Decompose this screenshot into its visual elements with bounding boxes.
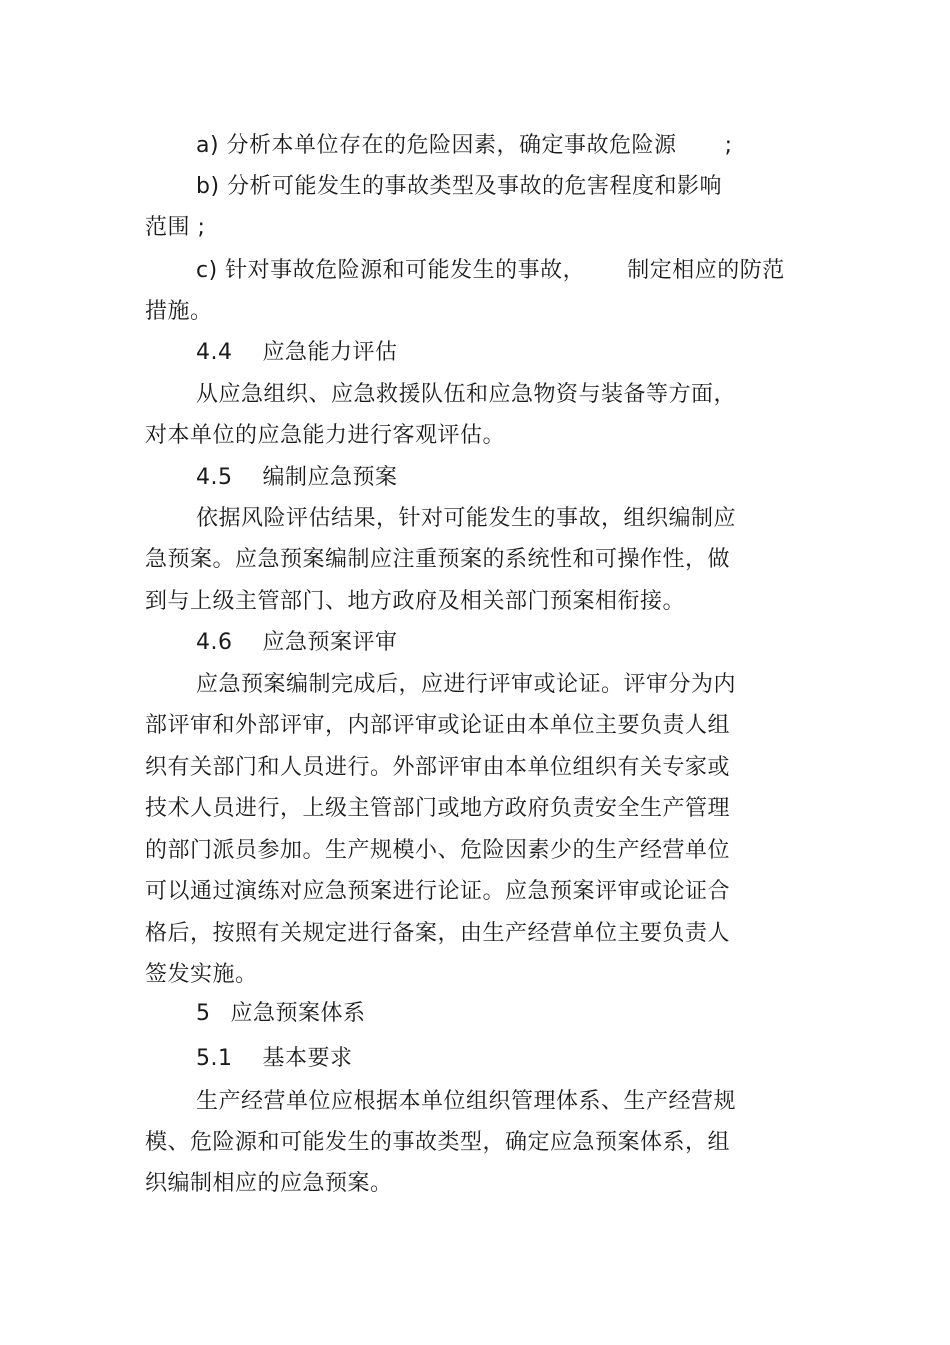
section-title: 编制应急预案 (262, 465, 398, 490)
paragraph-4-6-line-8: 签发实施。 (145, 962, 258, 987)
paragraph-4-6-line-7: 格后，按照有关规定进行备案，由生产经营单位主要负责人 (145, 921, 731, 946)
section-heading-5-1 (196, 1044, 353, 1074)
paragraph-4-4-line-1: 从应急组织、应急救援队伍和应急物资与装备等方面， (196, 382, 737, 407)
section-heading-5 (196, 999, 366, 1029)
list-item-a (196, 131, 732, 161)
section-title: 应急预案评审 (262, 630, 398, 655)
paragraph-4-6-line-3: 织有关部门和人员进行。外部评审由本单位组织有关专家或 (145, 755, 731, 780)
section-title: 应急能力评估 (262, 340, 398, 365)
paragraph-4-6-line-1: 应急预案编制完成后，应进行评审或论证。评审分为内 (196, 672, 737, 697)
paragraph-4-6-line-5: 的部门派员参加。生产规模小、危险因素少的生产经营单位 (145, 838, 731, 863)
list-item-c-line-1 (196, 256, 785, 286)
list-item-c-text: c) 针对事故危险源和可能发生的事故， (196, 258, 586, 283)
list-item-a-text: a) 分析本单位存在的危险因素，确定事故危险源 (196, 133, 677, 158)
paragraph-4-6-line-2: 部评审和外部评审，内部评审或论证由本单位主要负责人组 (145, 713, 731, 738)
paragraph-5-1-line-1: 生产经营单位应根据本单位组织管理体系、生产经营规 (196, 1089, 737, 1114)
paragraph-5-1-line-3: 织编制相应的应急预案。 (145, 1171, 393, 1196)
paragraph-4-6-line-6: 可以通过演练对应急预案进行论证。应急预案评审或论证合 (145, 879, 731, 904)
section-title: 应急预案体系 (230, 1001, 366, 1026)
paragraph-4-5-line-3: 到与上级主管部门、地方政府及相关部门预案相衔接。 (145, 589, 686, 614)
paragraph-4-6-line-4: 技术人员进行，上级主管部门或地方政府负责安全生产管理 (145, 796, 731, 821)
paragraph-4-5-line-2: 急预案。应急预案编制应注重预案的系统性和可操作性，做 (145, 547, 731, 572)
paragraph-4-5-line-1: 依据风险评估结果，针对可能发生的事故，组织编制应 (196, 506, 737, 531)
section-number: 5 (196, 1001, 211, 1026)
list-item-b-line-1: b) 分析可能发生的事故类型及事故的危害程度和影响 (196, 174, 723, 199)
section-number: 4.5 (196, 465, 233, 490)
list-item-c-tail: 制定相应的防范 (627, 258, 785, 283)
section-number: 4.6 (196, 630, 233, 655)
list-item-a-tail: ; (724, 133, 733, 158)
list-item-c-line-2: 措施。 (145, 299, 213, 324)
section-heading-4-4 (196, 338, 398, 368)
section-heading-4-5 (196, 463, 398, 493)
paragraph-4-4-line-2: 对本单位的应急能力进行客观评估。 (145, 423, 506, 448)
section-heading-4-6 (196, 628, 398, 658)
list-item-b-line-2: 范围 ; (145, 215, 206, 240)
section-number: 5.1 (196, 1046, 233, 1071)
paragraph-5-1-line-2: 模、危险源和可能发生的事故类型，确定应急预案体系，组 (145, 1130, 731, 1155)
section-title: 基本要求 (262, 1046, 353, 1071)
section-number: 4.4 (196, 340, 233, 365)
